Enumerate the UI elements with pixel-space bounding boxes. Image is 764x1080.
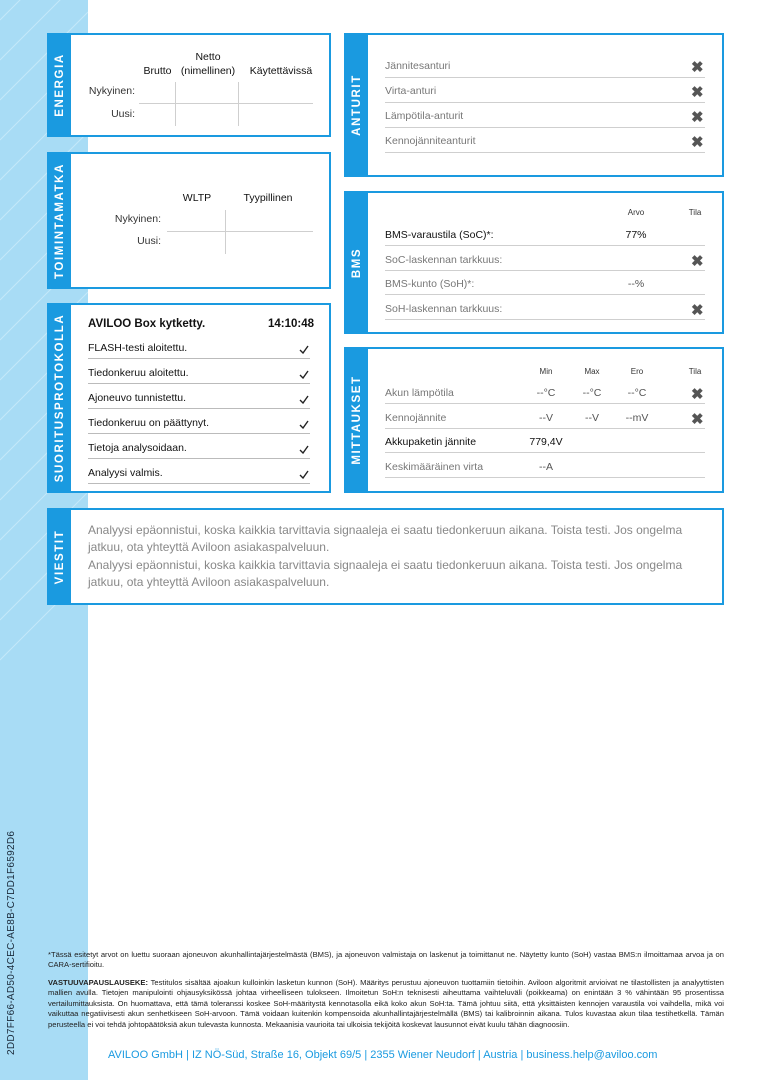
protocol-panel [47, 303, 331, 493]
energy-col-netto: Netto [195, 51, 221, 63]
bms-tab [346, 193, 368, 332]
bms-row-value: 77% [625, 229, 647, 241]
cross-icon: ✖ [691, 252, 704, 270]
protocol-divider [88, 458, 310, 459]
sensors-panel [344, 33, 724, 177]
energy-title: ENERGIA [54, 53, 66, 117]
checkmark-icon [299, 395, 309, 404]
measurement-label: Keskimääräinen virta [385, 460, 484, 473]
protocol-divider [88, 408, 310, 409]
bms-row-label: SoH-laskennan tarkkuus: [385, 302, 503, 315]
sensor-item: Lämpötila-anturit [385, 110, 464, 122]
measurements-title: MITTAUKSET [351, 375, 363, 465]
disclaimer [48, 978, 724, 1030]
protocol-divider [88, 358, 310, 359]
meas-col-min: Min [539, 367, 553, 376]
checkmark-icon [299, 445, 309, 454]
cross-icon: ✖ [691, 386, 704, 403]
measurement-label: Akkupaketin jännite [385, 436, 477, 448]
range-col-sep [225, 210, 226, 254]
company-footer: AVILOO GmbH | IZ NÖ-Süd, Straße 16, Objekt 69/5 | 2355 Wiener Neudorf | Austria | business.help@aviloo.com [108, 1049, 658, 1061]
protocol-step: Analyysi valmis. [88, 467, 163, 479]
range-row-current: Nykyinen: [114, 213, 161, 225]
protocol-header: AVILOO Box kytketty. [88, 318, 206, 330]
range-col-wltp: WLTP [182, 192, 212, 204]
cross-icon: ✖ [691, 410, 704, 428]
checkmark-icon [299, 420, 309, 429]
messages-panel [47, 508, 724, 605]
bms-col-status: Tila [688, 208, 702, 217]
meas-col-diff: Ero [630, 367, 644, 376]
measurement-min: --V [539, 411, 553, 424]
range-panel [47, 152, 331, 289]
range-col-typical: Tyypillinen [243, 192, 293, 204]
measurement-divider [385, 477, 705, 478]
range-row-new: Uusi: [137, 235, 161, 247]
footnote: *Tässä esitetyt arvot on luettu suoraan ajoneuvon akunhallintajärjestelmästä (BMS), ja ajoneuvon valmistaja on laskenut ja toimittanut ne. Näytetty kunto (SoH) vastaa BMS:n ilmoittamaa arvoa ja on CARA-sertifioitu. [48, 950, 724, 970]
protocol-tab [49, 305, 71, 491]
bms-panel [344, 191, 724, 334]
cross-icon: ✖ [691, 84, 704, 101]
bms-title: BMS [351, 247, 363, 278]
protocol-step: FLASH-testi aloitettu. [88, 342, 188, 354]
energy-row-current: Nykyinen: [88, 85, 135, 97]
bms-row-value: --% [627, 278, 645, 290]
sensor-divider [385, 102, 705, 103]
bms-divider [385, 270, 705, 271]
cross-icon: ✖ [691, 109, 704, 126]
range-title: TOIMINTAMATKA [54, 162, 66, 279]
sensor-divider [385, 152, 705, 153]
energy-col-brutto: Brutto [143, 65, 172, 77]
measurements-tab [346, 349, 368, 491]
measurement-diff: --°C [627, 387, 647, 399]
bms-col-value: Arvo [627, 208, 645, 217]
measurement-max: --V [585, 411, 599, 424]
measurements-panel [344, 347, 724, 493]
measurement-min: --A [539, 460, 553, 473]
protocol-step: Ajoneuvo tunnistettu. [88, 392, 187, 404]
energy-panel [47, 33, 331, 137]
bms-divider [385, 294, 705, 295]
protocol-step: Tiedonkeruu aloitettu. [88, 367, 189, 379]
messages-tab [49, 510, 71, 603]
measurement-divider [385, 403, 705, 404]
sensors-tab [346, 35, 368, 175]
measurement-label: Akun lämpötila [385, 387, 454, 399]
message-2: Analyysi epäonnistui, koska kaikkia tarvittavia signaaleja ei saatu tiedonkeruun aikana. Toista testi. Jos ongelma jatkuu, ota yhteyttä Aviloon asiakaspalveluun. [88, 558, 683, 589]
sensor-item: Virta-anturi [385, 85, 437, 97]
sensor-item: Jännitesanturi [385, 60, 451, 72]
document-id: 2DD7FF66-AD50-4CEC-AE8B-C7DD1F6592D6 [6, 830, 17, 1055]
sensor-divider [385, 77, 705, 78]
protocol-divider [88, 433, 310, 434]
energy-tab [49, 35, 71, 135]
protocol-title: SUORITUSPROTOKOLLA [54, 313, 66, 483]
protocol-step: Tiedonkeruu on päättynyt. [88, 417, 210, 429]
measurement-min: --°C [536, 387, 556, 399]
energy-col-sep-1 [175, 82, 176, 126]
messages-title: VIESTIT [54, 529, 66, 584]
measurement-diff: --mV [625, 411, 649, 424]
sensors-title: ANTURIT [351, 74, 363, 136]
cross-icon: ✖ [691, 59, 704, 76]
measurement-divider [385, 452, 705, 453]
protocol-time: 14:10:48 [268, 318, 315, 330]
energy-col-available: Käytettävissä [249, 65, 313, 77]
protocol-divider [88, 483, 310, 484]
checkmark-icon [299, 345, 309, 354]
checkmark-icon [299, 470, 309, 479]
disclaimer-text: Testitulos sisältää ajoakun kulloinkin lasketun kunnon (SoH). Määritys perustuu ajoneuvon tuottamiin tietoihin. Aviloon algoritmit arvioivat ne tilastollisten ja analyyttisten mallien avulla. Tietojen manipulointi ohjausyksikössä johtaa virheelliseen tulokseen. Ilmoitetun SoH:n teknisesti aiheuttama vaihteluväli (poikkeama) on enintään 3 % vähintään 95 prosentissa vertailumittauksista. On huomattava, että tämä toleranssi koskee SoH-määritystä kennotasolla eikä koko akun SoH:ta. Tämä johtuu siitä, että yksittäisten kennojen varaustila voi vaihdella, mikä voi vaikuttaa negatiivisesti akun senhetkiseen SoH-arvoon. Tämä voidaan kuitenkin kompensoida akunhallintajärjestelmällä (BMS) tai kalibroinnin aikana. Tulos kuvastaa akun tilaa testihetkellä. Tämän perusteella ei voi tehdä johtopäätöksiä akun tulevasta kunnosta. Mekaanisia vaurioita tai ulkoisia tekijöitä koskevat lausunnot eivät kuulu tähän diagnoosiin. [48, 978, 724, 1029]
bms-row-label: BMS-varaustila (SoC)*: [385, 229, 494, 241]
message-1: Analyysi epäonnistui, koska kaikkia tarvittavia signaaleja ei saatu tiedonkeruun aikana. Toista testi. Jos ongelma jatkuu, ota yhteyttä Aviloon asiakaspalveluun. [88, 523, 683, 554]
measurement-min: 779,4V [529, 436, 563, 448]
bms-divider [385, 245, 705, 246]
measurement-label: Kennojännite [385, 411, 447, 424]
cross-icon: ✖ [691, 301, 704, 319]
protocol-step: Tietoja analysoidaan. [88, 442, 187, 454]
bms-row-label: SoC-laskennan tarkkuus: [385, 253, 503, 266]
bms-divider [385, 319, 705, 320]
energy-col-sep-2 [238, 82, 239, 126]
measurement-max: --°C [582, 387, 602, 399]
disclaimer-heading: VASTUUVAPAUSLAUSEKE: [48, 978, 148, 987]
cross-icon: ✖ [691, 134, 704, 151]
protocol-divider [88, 383, 310, 384]
range-tab [49, 154, 71, 287]
energy-row-new: Uusi: [111, 108, 135, 120]
checkmark-icon [299, 370, 309, 379]
energy-divider [139, 103, 313, 104]
sensor-item: Kennojänniteanturit [385, 135, 476, 147]
range-divider [167, 231, 313, 232]
sensor-divider [385, 127, 705, 128]
measurement-divider [385, 428, 705, 429]
meas-col-max: Max [584, 367, 600, 376]
bms-row-label: BMS-kunto (SoH)*: [385, 278, 475, 290]
meas-col-status: Tila [688, 367, 702, 376]
energy-col-netto-sub: (nimellinen) [180, 65, 236, 77]
